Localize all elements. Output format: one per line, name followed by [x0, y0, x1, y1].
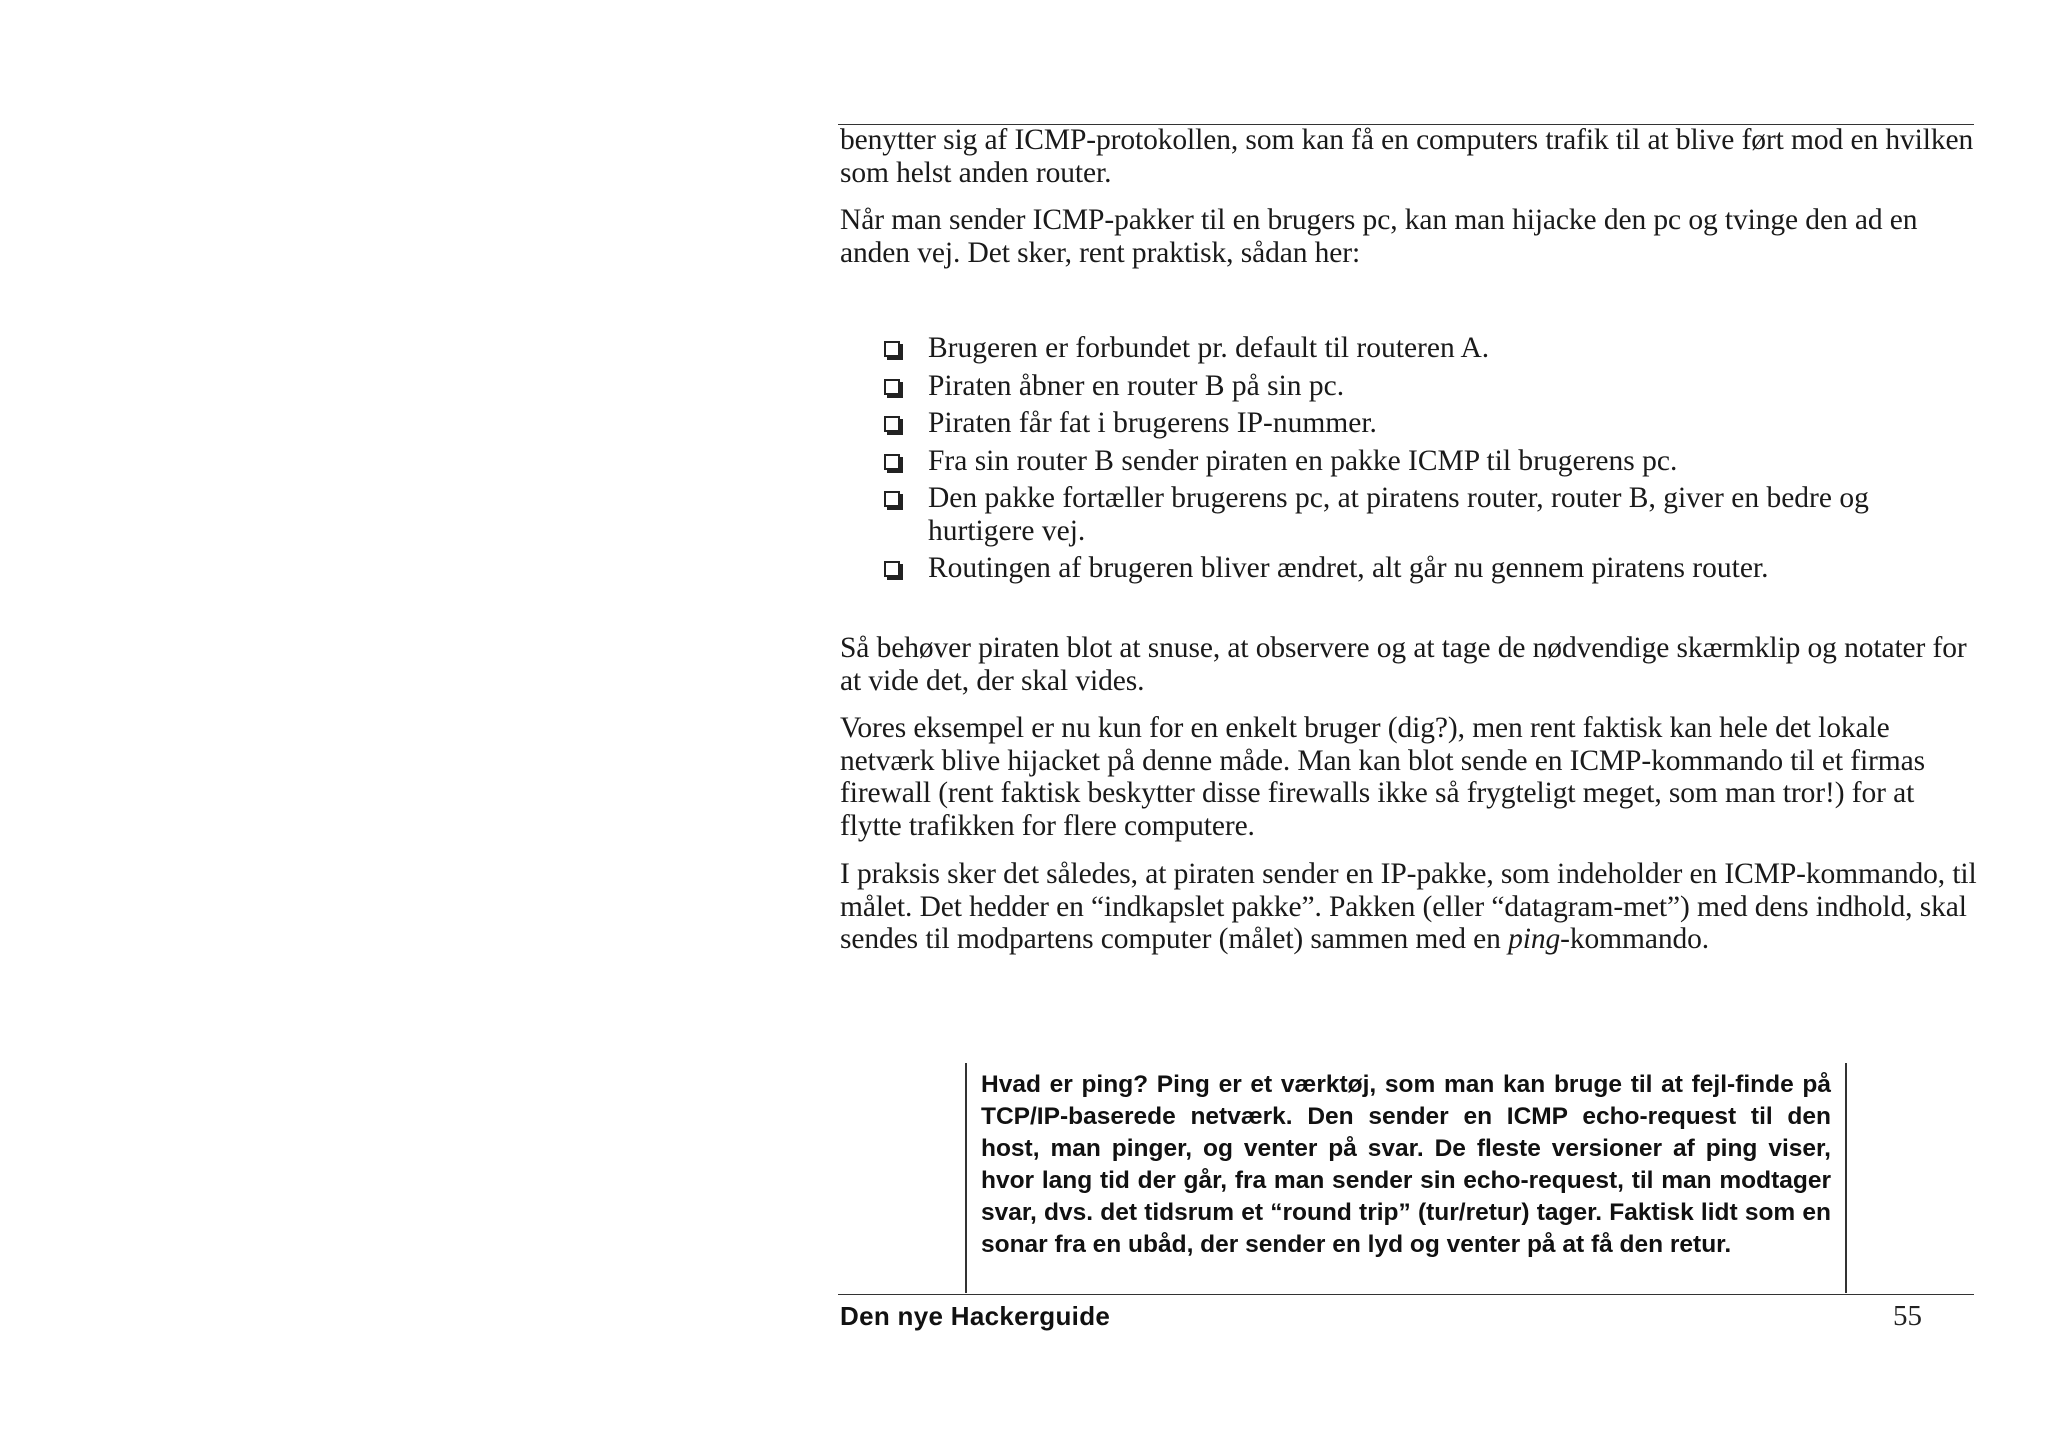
footer-rule: [838, 1294, 1974, 1295]
list-item: Piraten åbner en router B på sin pc.: [884, 370, 1974, 403]
paragraph-2: Når man sender ICMP-pakker til en brugers pc, kan man hijacke den pc og tvinge den ad en anden vej. Det sker, rent praktisk, sådan her:: [840, 204, 1918, 269]
footer-book-title: Den nye Hackerguide: [840, 1301, 1111, 1331]
checkbox-bullet-icon: [884, 454, 900, 470]
paragraph-3: Så behøver piraten blot at snuse, at observere og at tage de nødvendige skærmklip og notater for at vide det, der skal vides.: [840, 632, 1967, 697]
list-item: Fra sin router B sender piraten en pakke ICMP til brugerens pc.: [884, 445, 1974, 478]
checkbox-bullet-icon: [884, 491, 900, 507]
paragraph-4: Vores eksempel er nu kun for en enkelt bruger (dig?), men rent faktisk kan hele det lokale netværk blive hijacket på denne måde. Man kan blot sende en ICMP-kommando til et firmas firewall (rent faktisk beskytter disse firewalls ikke så frygteligt meget, som man tror!) for at flytte trafikken for flere computere.: [840, 712, 1925, 842]
checkbox-bullet-icon: [884, 416, 900, 432]
checkbox-bullet-icon: [884, 341, 900, 357]
bullet-list: [884, 332, 1974, 590]
list-item: Brugeren er forbundet pr. default til routeren A.: [884, 332, 1974, 365]
list-item: Piraten får fat i brugerens IP-nummer.: [884, 407, 1974, 440]
list-item: Den pakke fortæller brugerens pc, at piratens router, router B, giver en bedre og hurtigere vej.: [884, 482, 1974, 547]
ping-note-box: Hvad er ping? Ping er et værktøj, som man kan bruge til at fejl-finde på TCP/IP-baserede netværk. Den sender en ICMP echo-request til den host, man pinger, og venter på svar. De fleste versioner af ping viser, hvor lang tid der går, fra man sender sin echo-request, til man modtager svar, dvs. det tidsrum et “round trip” (tur/retur) tager. Faktisk lidt som en sonar fra en ubåd, der sender en lyd og venter på at få den retur.: [965, 1063, 1847, 1293]
checkbox-bullet-icon: [884, 379, 900, 395]
page-number: 55: [1893, 1300, 1922, 1332]
paragraph-1: benytter sig af ICMP-protokollen, som kan få en computers trafik til at blive ført mod en hvilken som helst anden router.: [840, 124, 1974, 189]
list-item: Routingen af brugeren bliver ændret, alt går nu gennem piratens router.: [884, 552, 1974, 585]
checkbox-bullet-icon: [884, 561, 900, 577]
ping-term: ping: [1508, 923, 1561, 955]
paragraph-5: I praksis sker det således, at piraten sender en IP-pakke, som indeholder en ICMP-kommando, til målet. Det hedder en “indkapslet pakke”. Pakken (eller “datagram-met”) med dens indhold, skal sendes til modpartens computer (målet) sammen med en ping-kommando.: [840, 858, 1977, 955]
